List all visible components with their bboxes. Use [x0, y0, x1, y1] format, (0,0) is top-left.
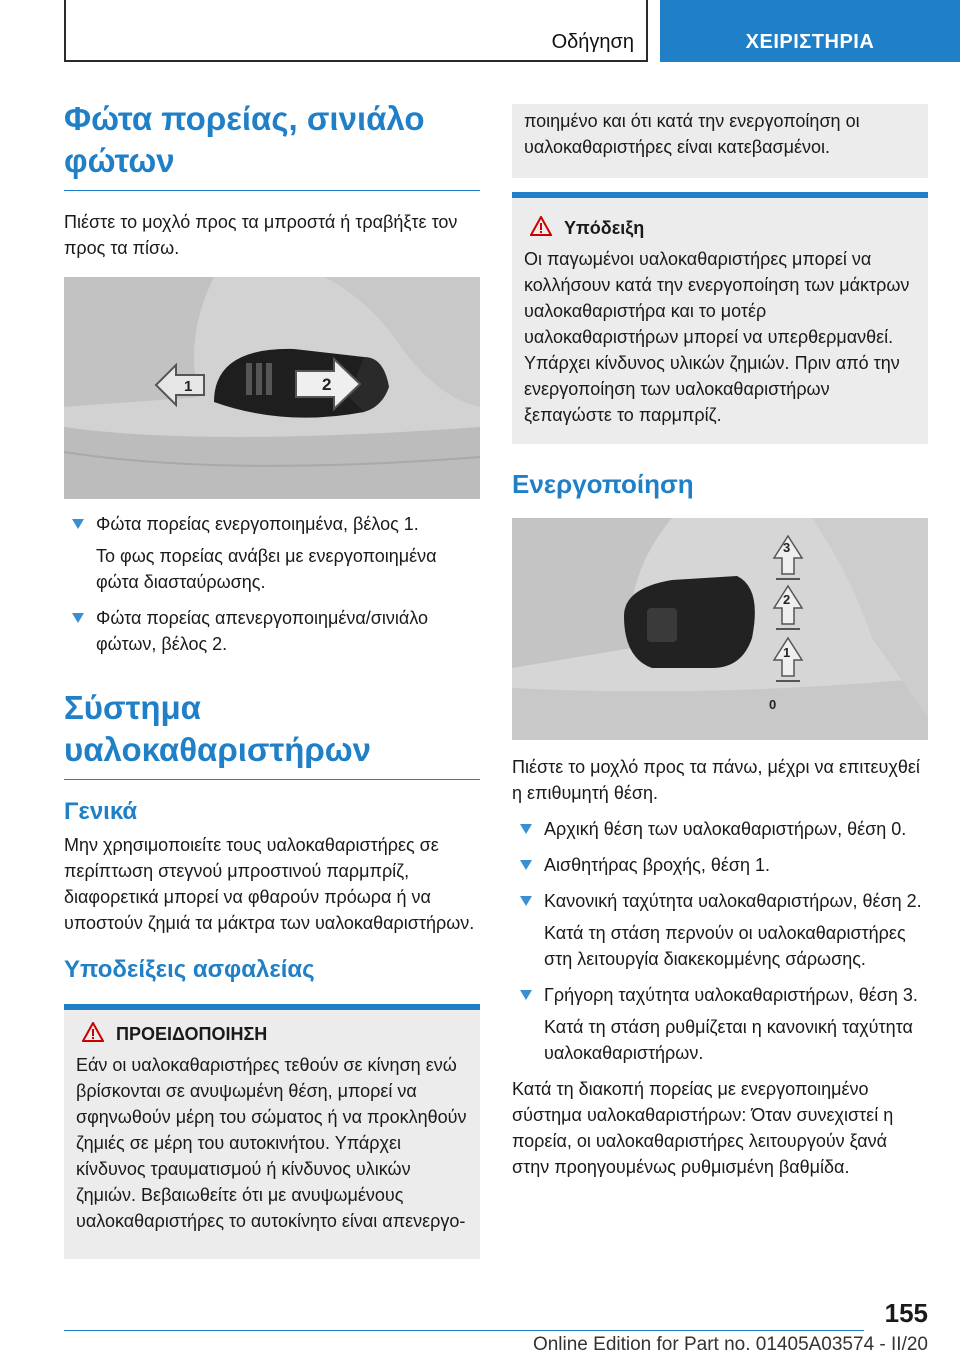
list-item: Αισθητήρας βροχής, θέση 1.: [512, 852, 928, 878]
wiper-position-label-1: 1: [783, 645, 791, 660]
header-section-title: Οδήγηση: [551, 31, 634, 53]
right-column: [512, 104, 928, 1180]
warning-box: [64, 1004, 480, 1259]
lever-figure-svg: [64, 277, 480, 499]
list-item: Γρήγορη ταχύτητα υαλοκαθαριστήρων, θέση 3. Κατά τη στάση ρυθμίζεται η κανονική ταχύτητα υαλοκαθαριστήρων.: [512, 982, 928, 1066]
wiper-figure-svg: [512, 518, 928, 740]
notice-text: Οι παγωμένοι υαλοκαθαριστήρες μπορεί να κολλήσουν κατά την ενεργοποίηση των μάκτρων υαλοκαθαριστήρα και το μοτέρ υαλοκαθαριστήρων μπορεί να υπερθερμανθεί. Υπάρχει κίνδυνος υλικών ζημιών. Πριν από την ενεργοποίηση των υαλοκαθαριστήρων ξεπαγώστε το παρμπρίζ.: [524, 249, 910, 425]
headlight-lever-illustration: [64, 277, 480, 499]
bullet-triangle-icon: [72, 519, 84, 529]
wiper-position-label-0: 0: [769, 697, 777, 712]
bullet-triangle-icon: [520, 824, 532, 834]
activation-closing: Κατά τη διακοπή πορείας με ενεργοποιημένο σύστημα υαλοκαθαριστήρων: Όταν συνεχιστεί η πορεία, οι υαλοκαθαριστήρες λειτουργούν ξανά στην προηγουμένως ρυθμισμένη βαθμίδα.: [512, 1079, 894, 1177]
warning-text-continued: ποιημένο και ότι κατά την ενεργοποίηση οι υαλοκαθαριστήρες είναι κατεβασμένοι.: [524, 111, 860, 157]
page-number: 155: [884, 1298, 928, 1328]
left-column: [64, 98, 480, 1259]
page-title-headlights: Φώτα πορείας, σινιάλο φώτων: [64, 98, 480, 191]
notice-heading: Υπόδειξη: [524, 214, 916, 242]
warning-text: Εάν οι υαλοκαθαριστήρες τεθούν σε κίνηση ενώ βρίσκονται σε ανυψωμένη θέση, μπορεί να σφηνωθούν μέρη του σώματος ή να προκληθούν ζημιές σε μέρη του αυτοκινήτου. Υπάρχει κίνδυνος τραυματισμού ή κίνδυνος υλικών ζημιών. Βεβαιωθείτε ότι με ανυψωμένους υαλοκαθαριστήρες το αυτοκίνητο είναι απενεργο-: [76, 1055, 467, 1231]
warning-box-continued: [512, 104, 928, 178]
footer-edition: Online Edition for Part no. 01405A03574 - II/20: [532, 1334, 928, 1355]
notice-box: [512, 192, 928, 444]
header-tab[interactable]: ΧΕΙΡΙΣΤΗΡΙΑ: [660, 0, 960, 62]
safety-heading: Υποδείξεις ασφαλείας: [64, 956, 315, 983]
bullet-triangle-icon: [520, 860, 532, 870]
list-item: Κανονική ταχύτητα υαλοκαθαριστήρων, θέση 2. Κατά τη στάση περνούν οι υαλοκαθαριστήρες στη λειτουργία διακεκομμένης σάρωσης.: [512, 888, 928, 972]
footer-divider: [64, 1330, 864, 1331]
list-item: Φώτα πορείας απενεργοποιημένα/σινιάλο φώτων, βέλος 2.: [64, 605, 480, 657]
general-heading: Γενικά: [64, 798, 138, 825]
bullet-triangle-icon: [520, 896, 532, 906]
headlights-bullet-list: [64, 511, 480, 657]
list-item: Φώτα πορείας ενεργοποιημένα, βέλος 1. Το φως πορείας ανάβει με ενεργοποιημένα φώτα διασταύρωσης.: [64, 511, 480, 595]
wiper-position-label-3: 3: [783, 540, 791, 555]
lever-arrow-label-1: 1: [184, 378, 193, 395]
headlights-intro: Πιέστε το μοχλό προς τα μπροστά ή τραβήξτε τον προς τα πίσω.: [64, 212, 458, 258]
section-title-wipers: Σύστημα υαλοκαθαριστήρων: [64, 687, 480, 780]
warning-triangle-icon: [530, 216, 552, 244]
lever-arrow-label-2: 2: [322, 375, 332, 394]
warning-heading: ΠΡΟΕΙΔΟΠΟΙΗΣΗ: [76, 1020, 468, 1048]
warning-triangle-icon: [82, 1022, 104, 1050]
bullet-triangle-icon: [520, 990, 532, 1000]
wiper-lever-illustration: [512, 518, 928, 740]
wiper-position-label-2: 2: [783, 592, 791, 607]
bullet-triangle-icon: [72, 613, 84, 623]
activation-intro: Πιέστε το μοχλό προς τα πάνω, μέχρι να επιτευχθεί η επιθυμητή θέση.: [512, 757, 920, 803]
wiper-bullet-list: [512, 816, 928, 1066]
list-item: Αρχική θέση των υαλοκαθαριστήρων, θέση 0.: [512, 816, 928, 842]
activation-heading: Ενεργοποίηση: [512, 469, 694, 499]
general-text: Μην χρησιμοποιείτε τους υαλοκαθαριστήρες σε περίπτωση στεγνού μπροστινού παρμπρίζ, διαφορετικά μπορεί να φθαρούν πρόωρα ή να υποστούν ζημιά τα μάκτρα των υαλοκαθαριστήρων.: [64, 835, 475, 933]
